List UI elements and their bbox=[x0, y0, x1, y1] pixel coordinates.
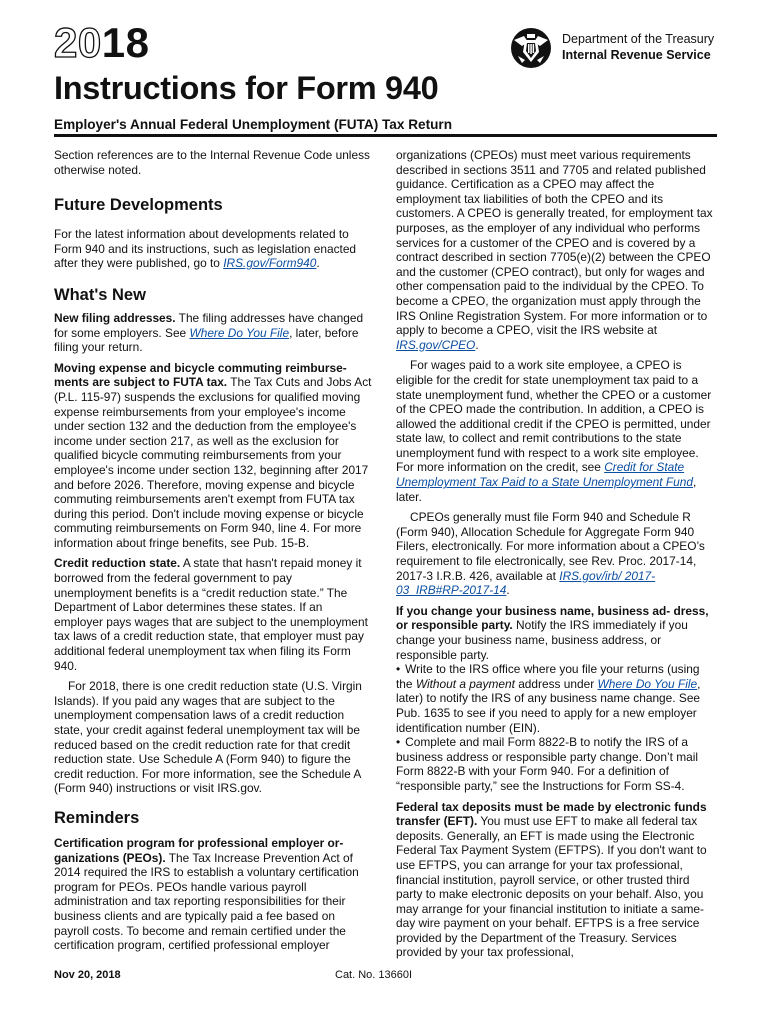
work-site-paragraph bbox=[396, 358, 718, 504]
agency-line-1: Department of the Treasury bbox=[562, 32, 715, 46]
work-site-end: , later. bbox=[396, 475, 697, 504]
year-outline-digits: 20 bbox=[54, 19, 102, 66]
moving-expense-paragraph bbox=[54, 361, 372, 551]
new-filing-text-end: , later, before filing your return. bbox=[54, 325, 359, 355]
eft-paragraph bbox=[396, 800, 718, 961]
irs-form940-link[interactable]: IRS.gov/Form940 bbox=[223, 256, 317, 271]
eft-heading: Federal tax deposits must be made by electronic funds transfer (EFT). bbox=[396, 799, 707, 829]
agency-line-2: Internal Revenue Service bbox=[562, 48, 711, 62]
irs-eagle-logo-icon bbox=[506, 26, 556, 70]
moving-expense-text: The Tax Cuts and Jobs Act (P.L. 115-97) suspends the exclusions for qualified moving expense reimbursements from your employee's income under section 132 and the deduction from the employee's income under section 217, as well as the exclusion for qualified bicycle commuting reimbursements from your employee's income under section 132, beginning after 2017 and before 2026. Therefore, moving expense and bicycle commuting reimbursements aren't exempt from FUTA tax during this period. Don't include moving expense or bicycle commuting reimbursements on Form 940, line 4. For more information about fringe benefits, see Pub. 15-B. bbox=[54, 375, 372, 550]
cpeo-end: . bbox=[475, 337, 479, 352]
cpeo-text: organizations (CPEOs) must meet various requirements described in sections 3511 and 7705 and related published guidance. Certification as a CPEO may affect the employment tax liabilities of both the CPEO and its customers. A CPEO is generally treated, for employment tax purposes, as the employer of any individual who performs services for a customer of the CPEO and is covered by a contract described in section 7705(e)(2) between the CPEO and the customer (CPEO contract), but only for wages and other compensation paid to the individual by the CPEO. To become a CPEO, the organization must apply through the IRS Online Registration System. For more information or to apply to become a CPEO, visit the IRS website at bbox=[396, 148, 713, 338]
credit-reduction-heading: Credit reduction state. bbox=[54, 556, 181, 571]
future-text: For the latest information about developments related to Form 940 and its instructions, such as legislation enacted after they were published, go to bbox=[54, 227, 357, 271]
form-subtitle: Employer's Annual Federal Unemployment (FUTA) Tax Return bbox=[54, 117, 453, 132]
work-site-text: For wages paid to a work site employee, a CPEO is eligible for the credit for state unemployment tax paid to a state unemployment fund, whether the CPEO or a customer of the CPEO made the contribution. In addition, a CPEO is allowed the additional credit if the CPEO is permitted, under state law, to collect and remit contributions to the state unemployment fund with respect to a work site employee. For more information on the credit, see bbox=[396, 358, 712, 475]
cpeo-filing-end: . bbox=[506, 583, 510, 598]
bullet-form-8822b bbox=[396, 735, 718, 793]
section-heading-future-developments: Future Developments bbox=[54, 196, 223, 215]
eft-text: You must use EFT to make all federal tax deposits. Generally, an EFT is made using the Electronic Federal Tax Payment System (EFTPS). If you don't want to use EFTPS, you can arrange for your tax professional, financial institution, payroll service, or other trusted third party to make electronic deposits on your behalf. Also, you may arrange for your financial institution to initiate a same-day wire payment on your behalf. EFTPS is a free service provided by the Department of the Treasury. Services provided by your tax professional, bbox=[396, 814, 707, 960]
where-do-you-file-link[interactable]: Where Do You File bbox=[189, 325, 290, 340]
certification-program-paragraph bbox=[54, 836, 372, 953]
bullet-write-irs bbox=[396, 662, 718, 735]
bullet1-text: Write to the IRS office where you file your returns (using the bbox=[396, 662, 700, 691]
bullet1-italic: Without a payment bbox=[415, 676, 515, 691]
footer-date: Nov 20, 2018 bbox=[54, 969, 121, 981]
moving-expense-heading: Moving expense and bicycle commuting reimburse- ments are subject to FUTA tax. bbox=[54, 360, 347, 390]
credit-reduction-text: A state that hasn't repaid money it borrowed from the federal government to pay unemployment benefits is a “credit reduction state.” The Department of Labor determines these states. If an employer pays wages that are subject to the unemployment tax laws of a credit reduction state, that employer must pay additional federal unemployment tax when filing its Form 940. bbox=[54, 556, 368, 673]
credit-state-unemployment-link[interactable]: Credit for State Unemployment Tax Paid to a State Unemployment Fund bbox=[396, 460, 693, 490]
form-year bbox=[54, 20, 149, 66]
future-end: . bbox=[316, 256, 320, 271]
cpeo-filing-text: CPEOs generally must file Form 940 and Schedule R (Form 940), Allocation Schedule for Aggregate Form 940 Filers, electronically. For more information about a CPEO’s requirement to file electronically, see Rev. Proc. 2017-14, 2017-3 I.R.B. 426, available at bbox=[396, 510, 705, 583]
new-filing-heading: New filing addresses. bbox=[54, 310, 176, 325]
section-heading-whats-new: What's New bbox=[54, 285, 146, 304]
agency-name bbox=[562, 31, 714, 63]
left-column bbox=[54, 148, 372, 959]
cpeo-paragraph bbox=[396, 148, 718, 352]
irs-cpeo-link[interactable]: IRS.gov/CPEO bbox=[396, 337, 476, 352]
credit-reduction-2018-paragraph: For 2018, there is one credit reduction state (U.S. Virgin Islands). If you paid any wages that are subject to the unemployment compensation laws of a credit reduction state, your credit against federal unemployment tax will be reduced based on the credit reduction rate for that credit reduction state. Use Schedule A (Form 940) to figure the credit reduction. For more information, see the Schedule A (Form 940) instructions or visit IRS.gov. bbox=[54, 679, 362, 796]
where-do-you-file-link-2[interactable]: Where Do You File bbox=[597, 676, 698, 691]
certification-heading: Certification program for professional employer or- ganizations (PEOs). bbox=[54, 835, 344, 865]
year-solid-digits: 18 bbox=[101, 19, 150, 66]
new-filing-text: The filing addresses have changed for some employers. See bbox=[54, 310, 364, 340]
change-business-paragraph bbox=[396, 604, 718, 662]
future-developments-paragraph bbox=[54, 227, 372, 271]
bullet2-text: Complete and mail Form 8822-B to notify the IRS of a business address or responsible party change. Don’t mail Form 8822-B with your Form 940. For a definition of “responsible party,” see the Instructions for Form SS-4. bbox=[396, 735, 699, 793]
right-column bbox=[396, 148, 718, 966]
new-filing-addresses-paragraph bbox=[54, 311, 372, 355]
bullet1-text3: , later) to notify the IRS of any business name change. See Pub. 1635 to see if you need to apply for a new employer identification number (EIN). bbox=[396, 676, 701, 735]
footer-catalog-number: Cat. No. 13660I bbox=[335, 969, 413, 981]
cpeo-filing-paragraph bbox=[396, 510, 718, 598]
change-business-heading: If you change your business name, business ad- dress, or responsible party. bbox=[396, 603, 709, 633]
bullet1-text2: address under bbox=[514, 676, 598, 691]
intro-paragraph: Section references are to the Internal Revenue Code unless otherwise noted. bbox=[54, 148, 370, 177]
section-heading-reminders: Reminders bbox=[54, 808, 140, 827]
certification-text: The Tax Increase Prevention Act of 2014 required the IRS to establish a voluntary certification program for PEOs. PEOs handle various payroll administration and tax reporting responsibilities for their business clients and are typically paid a fee based on payroll costs. To become and remain certified under the certification program, certified professional employer bbox=[54, 850, 359, 953]
credit-reduction-paragraph bbox=[54, 556, 372, 673]
change-business-text: Notify the IRS immediately if you change your business name, business address, or responsible party. bbox=[396, 618, 688, 662]
header-divider bbox=[54, 134, 717, 137]
irs-irb-link[interactable]: IRS.gov/irb/ 2017-03_IRB#RP-2017-14 bbox=[396, 568, 656, 598]
page-title: Instructions for Form 940 bbox=[54, 70, 439, 106]
